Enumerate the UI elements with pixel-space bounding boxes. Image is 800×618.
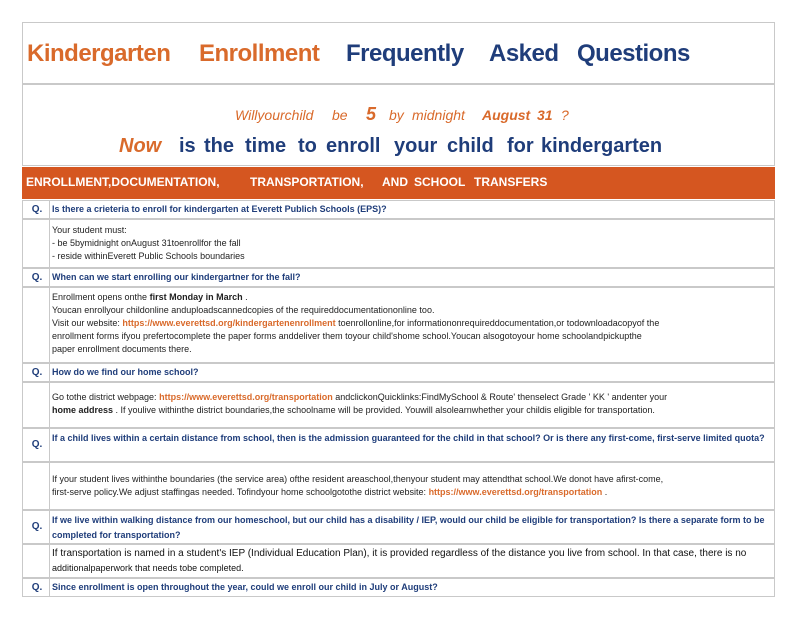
transportation-link[interactable]: https://www.everettsd.org/transportation (159, 392, 333, 402)
subtitle-word: is (179, 135, 196, 157)
banner-text: TRANSFERS (474, 175, 548, 189)
answer-line: home address . If youlive withinthe district boundaries,the schoolname will be provided. Youwill alsolearnwhether your childis eligible for transportation. (52, 405, 655, 415)
subtitle-word: time (245, 135, 287, 157)
answer-row (22, 287, 775, 363)
banner-text: SCHOOL (414, 175, 466, 189)
question-marker: Q. (31, 367, 43, 378)
question-row (22, 200, 775, 219)
question-marker: Q. (31, 439, 43, 450)
title-word-asked: Asked (489, 40, 559, 67)
title-word-kindergarten: Kindergarten (27, 40, 171, 67)
answer-line: If your student lives withinthe boundaries (the service area) ofthe resident areaschool,thenyour student may attendthat school.We donot have afirst-come, (52, 474, 664, 484)
question-marker: Q. (31, 204, 43, 215)
enrollment-link[interactable]: https://www.everettsd.org/kindergartenenrollment (122, 318, 336, 328)
home-address-label: home address (52, 405, 114, 415)
subtitle-word: your (394, 135, 438, 157)
banner-text: ENROLLMENT,DOCUMENTATION, (26, 175, 220, 189)
banner-text: TRANSPORTATION, (250, 175, 364, 189)
answer-line: If transportation is named in a student's IEP (Individual Education Plan), it is provided regardless of the distance you live from school. In that case, there is no (52, 548, 747, 559)
answer-line: paper enrollment documents there. (52, 344, 192, 354)
question-row (22, 510, 775, 544)
answer-row (22, 462, 775, 510)
answer-text (52, 224, 768, 263)
question-text: If we live within walking distance from our homeschool, but our child has a disability / IEP, would our child be eligible for transportation? Is there a separate form to be completed for transportation? (52, 515, 765, 540)
subtitle-word: be (332, 107, 348, 123)
title-word-questions: Questions (577, 40, 690, 67)
answer-line: first-serve policy.We adjust staffingas needed. Tofindyour home schoolgotothe district website: https://www.everettsd.org/transportation . (52, 487, 608, 497)
question-row (22, 578, 775, 597)
banner-text: AND (382, 175, 408, 189)
question-marker: Q. (31, 272, 43, 283)
subtitle-word: kindergarten (541, 135, 663, 157)
answer-text (52, 391, 768, 417)
section-banner (22, 167, 775, 199)
answer-line: - reside withinEverett Public Schools boundaries (52, 251, 245, 261)
subtitle-word: enroll (326, 135, 381, 157)
subtitle-word: midnight (412, 107, 465, 123)
answer-row (22, 544, 775, 578)
transportation-link[interactable]: https://www.everettsd.org/transportation (428, 487, 603, 497)
page-title (23, 39, 774, 69)
subtitle-month: August (482, 107, 531, 123)
answer-line: Enrollment opens onthe first Monday in March . (52, 292, 248, 302)
question-marker: Q. (31, 521, 43, 532)
answer-line: additionalpaperwork that needs tobe completed. (52, 563, 244, 573)
subtitle-word: to (298, 135, 317, 157)
question-row (22, 268, 775, 287)
question-text: When can we start enrolling our kindergartner for the fall? (52, 272, 301, 282)
answer-line: - be 5bymidnight onAugust 31toenrollfor the fall (52, 238, 241, 248)
subtitle-now: Now (119, 135, 162, 157)
subtitle-word: by (389, 107, 404, 123)
subtitle-qmark: ? (561, 107, 569, 123)
subtitle-day: 31 (537, 107, 553, 123)
enrollment-date: first Monday in March (149, 292, 243, 302)
title-word-enrollment: Enrollment (199, 40, 320, 67)
subtitle-age: 5 (366, 104, 377, 124)
question-text: Is there a crieteria to enroll for kindergarten at Everett Publich Schools (EPS)? (52, 204, 387, 214)
subtitle-word: the (204, 135, 234, 157)
answer-text (52, 547, 768, 575)
question-text: If a child lives within a certain distance from school, then is the admission guaranteed for the child in that school? Or is there any first-come, first-serve limited quota? (52, 433, 765, 443)
question-text: Since enrollment is open throughout the year, could we enroll our child in July or August? (52, 582, 438, 592)
answer-row (22, 219, 775, 268)
subtitle-word: Willyourchild (235, 107, 314, 123)
subtitle-box (22, 84, 775, 166)
answer-row (22, 382, 775, 428)
subtitle-word: child (447, 135, 494, 157)
answer-line: Youcan enrollyour childonline anduploadscannedcopies of the requireddocumentationonline too. (52, 305, 435, 315)
answer-text (52, 291, 768, 356)
question-row (22, 428, 775, 462)
title-box (22, 22, 775, 84)
answer-line: enrollment forms ifyou prefertocomplete the paper forms anddeliver them toyour child'shome school.Youcan alsogotoyour home schoolandpickupthe (52, 331, 642, 341)
question-row (22, 363, 775, 382)
title-word-frequently: Frequently (346, 40, 464, 67)
answer-line: Your student must: (52, 225, 127, 235)
answer-line: Go tothe district webpage: https://www.everettsd.org/transportation andclickonQuicklinks:FindMySchool & Route' thenselect Grade ' KK ' andenter your (52, 392, 668, 402)
question-text: How do we find our home school? (52, 367, 199, 377)
answer-line: Visit our website: https://www.everettsd.org/kindergartenenrollment toenrollonline,for informationonrequireddocumentation,or todownloadacopyof the (52, 318, 660, 328)
subtitle-word: for (507, 135, 534, 157)
answer-text (52, 473, 768, 499)
question-marker: Q. (31, 582, 43, 593)
